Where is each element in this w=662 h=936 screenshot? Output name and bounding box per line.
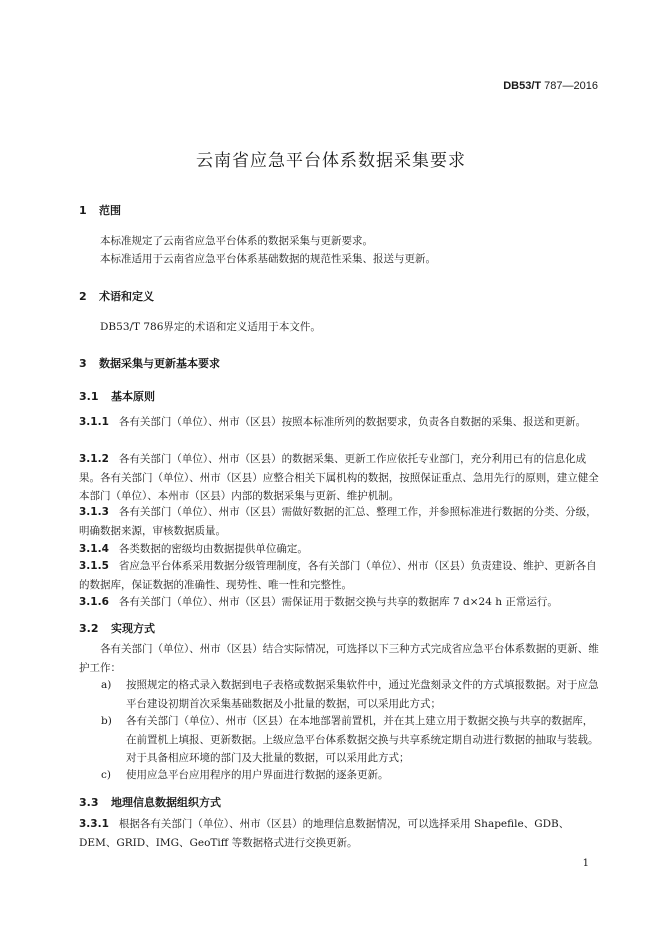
clause-3-1-3: 3.1.3 各有关部门（单位）、州市（区县）需做好数据的汇总、整理工作，并参照标准进行数据的分类、分级，明确数据来源，审核数据质量。 bbox=[79, 506, 597, 537]
list-item: b) 各有关部门（单位）、州市（区县）在本地部署前置机，并在其上建立用于数据交换与共享的数据库，在前置机上填报、更新数据。上级应急平台体系数据交换与共享系统定期自动进行数据的抽取与装载。对于具备相应环境的部门及大批量的数据，可以采用此方式； bbox=[101, 715, 599, 764]
clause-3-1-6: 3.1.6 各有关部门（单位）、州市（区县）需保证用于数据交换与共享的数据库 7 d×24 h 正常运行。 bbox=[79, 596, 558, 608]
subsection-heading: 3.2 实现方式 bbox=[79, 622, 155, 635]
paragraph: 本标准适用于云南省应急平台体系基础数据的规范性采集、报送与更新。 bbox=[100, 253, 436, 265]
clause-3-3-1: 3.3.1 根据各有关部门（单位）、州市（区县）的地理信息数据情况，可以选择采用 Shapefile、GDB、DEM、GRID、IMG、GeoTiff 等数据格式进行交换更新。 bbox=[79, 818, 570, 849]
list-item: c) 使用应急平台应用程序的用户界面进行数据的逐条更新。 bbox=[101, 769, 389, 781]
subsection-heading: 3.3 地理信息数据组织方式 bbox=[79, 796, 221, 809]
clause-3-1-2: 3.1.2 各有关部门（单位）、州市（区县）的数据采集、更新工作应依托专业部门，充分利用已有的信息化成果。各有关部门（单位）、州市（区县）应整合相关下属机构的数据，按照保证重点、急用先行的原则，建立健全本部门（单位）、本州市（区县）内部的数据采集与更新、维护机制。 bbox=[79, 453, 599, 502]
paragraph: 各有关部门（单位）、州市（区县）结合实际情况，可选择以下三种方式完成省应急平台体系数据的更新、维护工作： bbox=[79, 643, 599, 674]
clause-3-1-4: 3.1.4 各类数据的密级均由数据提供单位确定。 bbox=[79, 543, 308, 555]
list-item: a) 按照规定的格式录入数据到电子表格或数据采集软件中，通过光盘刻录文件的方式填报数据。对于应急平台建设初期首次采集基础数据及小批量的数据，可以采用此方式； bbox=[101, 679, 599, 710]
standard-code: DB53/T 787—2016 bbox=[503, 80, 598, 92]
clause-3-1-5: 3.1.5 省应急平台体系采用数据分级管理制度，各有关部门（单位）、州市（区县）负责建设、维护、更新各自的数据库，保证数据的准确性、现势性、唯一性和完整性。 bbox=[79, 560, 597, 591]
section-heading: 2 术语和定义 bbox=[79, 290, 154, 303]
subsection-heading: 3.1 基本原则 bbox=[79, 390, 155, 403]
section-heading: 1 范围 bbox=[79, 204, 121, 217]
page-number: 1 bbox=[582, 858, 589, 869]
paragraph: 本标准规定了云南省应急平台体系的数据采集与更新要求。 bbox=[100, 235, 373, 247]
section-heading: 3 数据采集与更新基本要求 bbox=[79, 357, 220, 370]
document-title: 云南省应急平台体系数据采集要求 bbox=[196, 151, 466, 171]
clause-3-1-1: 3.1.1 各有关部门（单位）、州市（区县）按照本标准所列的数据要求，负责各自数据的采集、报送和更新。 bbox=[79, 416, 587, 428]
paragraph: DB53/T 786界定的术语和定义适用于本文件。 bbox=[100, 321, 321, 333]
